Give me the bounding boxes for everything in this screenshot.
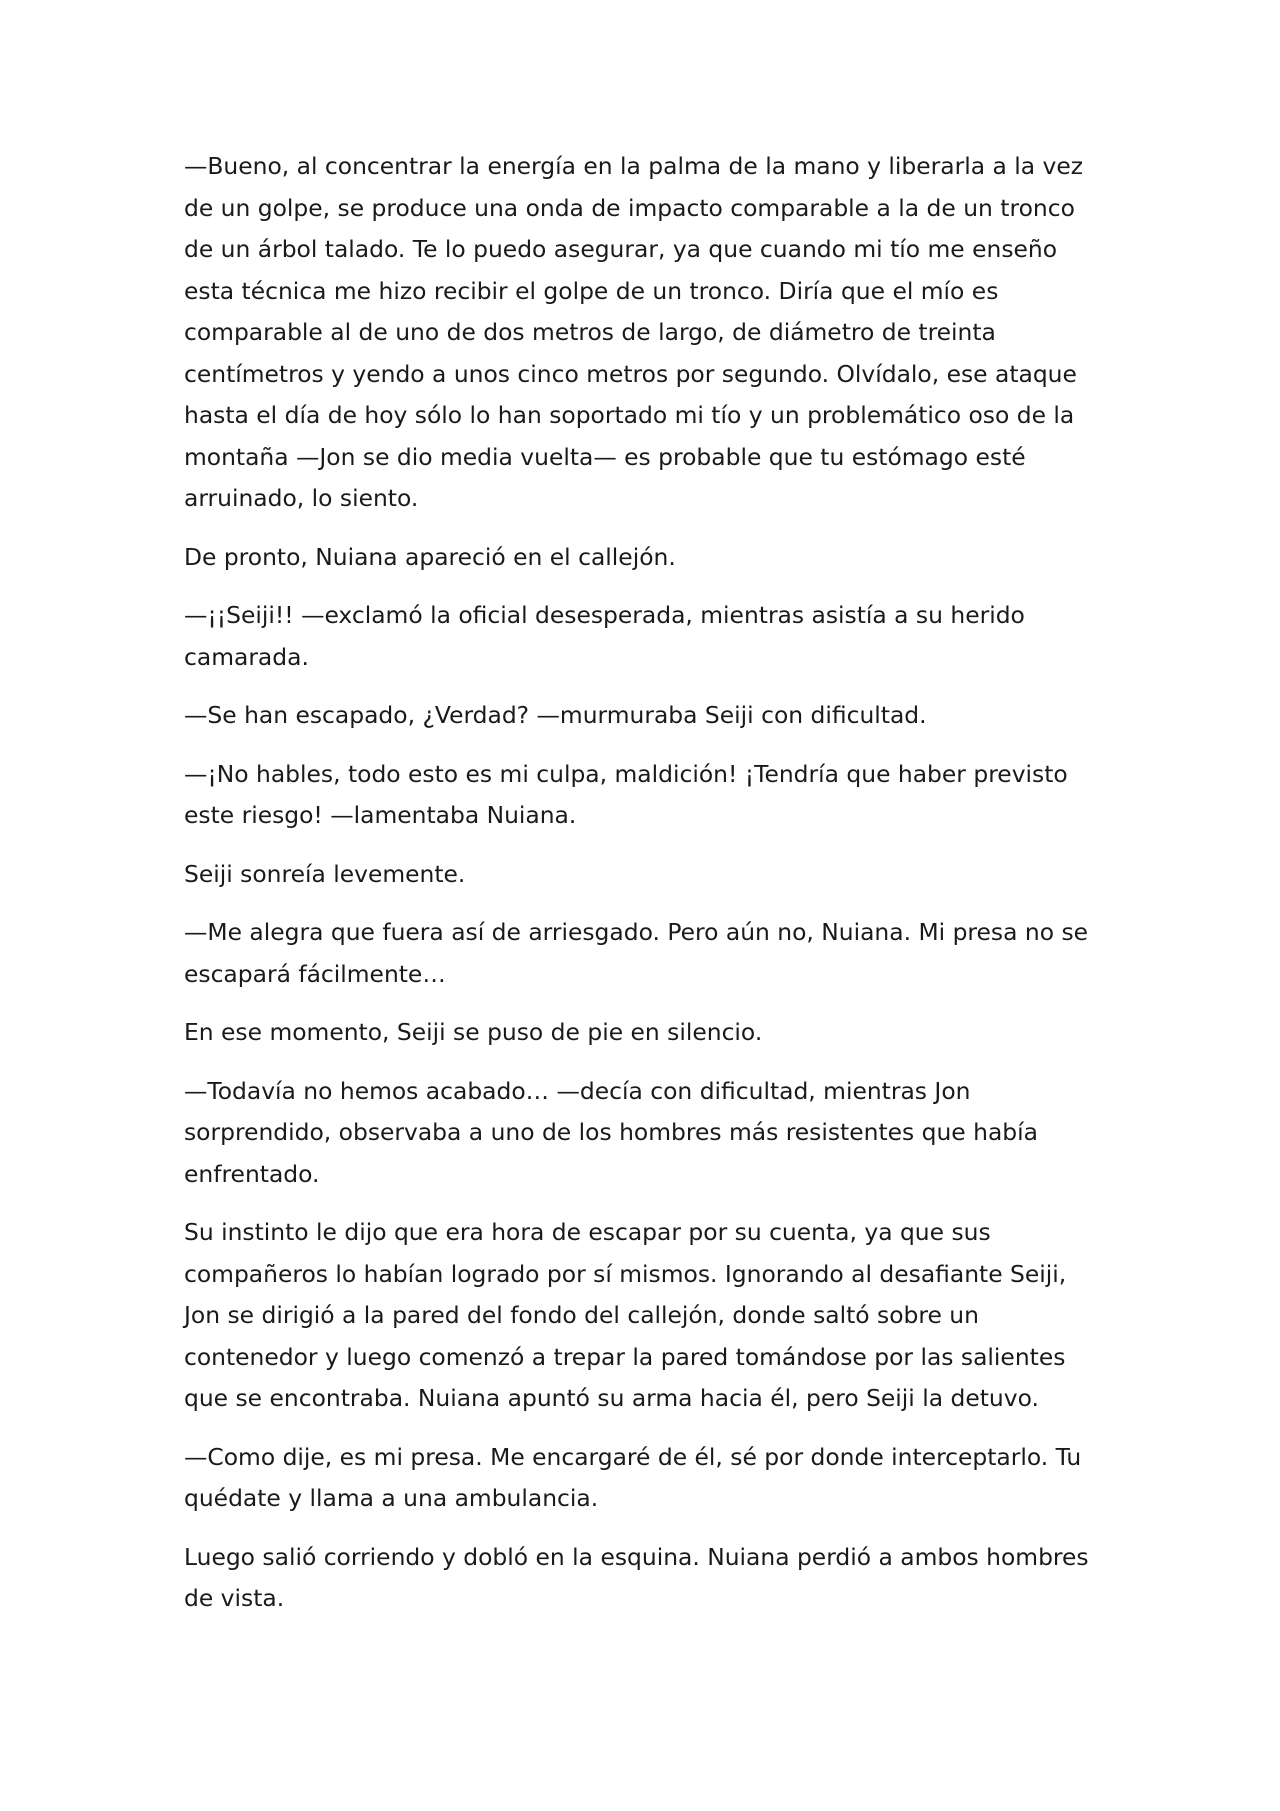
paragraph: —Se han escapado, ¿Verdad? —murmuraba Seiji con dificultad. (184, 701, 927, 729)
paragraph: —Me alegra que fuera así de arriesgado. Pero aún no, Nuiana. Mi presa no se escapará fácilmente… (184, 918, 1089, 988)
paragraph: En ese momento, Seiji se puso de pie en silencio. (184, 1018, 763, 1046)
paragraph: —¡¡Seiji!! —exclamó la oficial desesperada, mientras asistía a su herido camarada. (184, 601, 1025, 671)
document-page (184, 146, 1096, 1637)
paragraph: Su instinto le dijo que era hora de escapar por su cuenta, ya que sus compañeros lo habían logrado por sí mismos. Ignorando al desafiante Seiji, Jon se dirigió a la pared del fondo del callejón, donde saltó sobre un contenedor y luego comenzó a trepar la pared tomándose por las salientes que se encontraba. Nuiana apuntó su arma hacia él, pero Seiji la detuvo. (184, 1218, 1067, 1412)
paragraph: —¡No hables, todo esto es mi culpa, maldición! ¡Tendría que haber previsto este riesgo! —lamentaba Nuiana. (184, 759, 1068, 829)
paragraph: —Todavía no hemos acabado… —decía con dificultad, mientras Jon sorprendido, observaba a uno de los hombres más resistentes que había enfrentado. (184, 1076, 1038, 1188)
paragraph: —Bueno, al concentrar la energía en la palma de la mano y liberarla a la vez de un golpe, se produce una onda de impacto comparable a la de un tronco de un árbol talado. Te lo puedo asegurar, ya que cuando mi tío me enseño esta técnica me hizo recibir el golpe de un tronco. Diría que el mío es comparable al de uno de dos metros de largo, de diámetro de treinta centímetros y yendo a unos cinco metros por segundo. Olvídalo, ese ataque hasta el día de hoy sólo lo han soportado mi tío y un problemático oso de la montaña —Jon se dio media vuelta— es probable que tu estómago esté arruinado, lo siento. (184, 152, 1084, 512)
paragraph: Seiji sonreía levemente. (184, 859, 466, 888)
paragraph: Luego salió corriendo y dobló en la esquina. Nuiana perdió a ambos hombres de vista. (184, 1542, 1089, 1612)
paragraph: —Como dije, es mi presa. Me encargaré de él, sé por donde interceptarlo. Tu quédate y llama a una ambulancia. (184, 1442, 1082, 1512)
paragraph: De pronto, Nuiana apareció en el callejón. (184, 542, 676, 571)
